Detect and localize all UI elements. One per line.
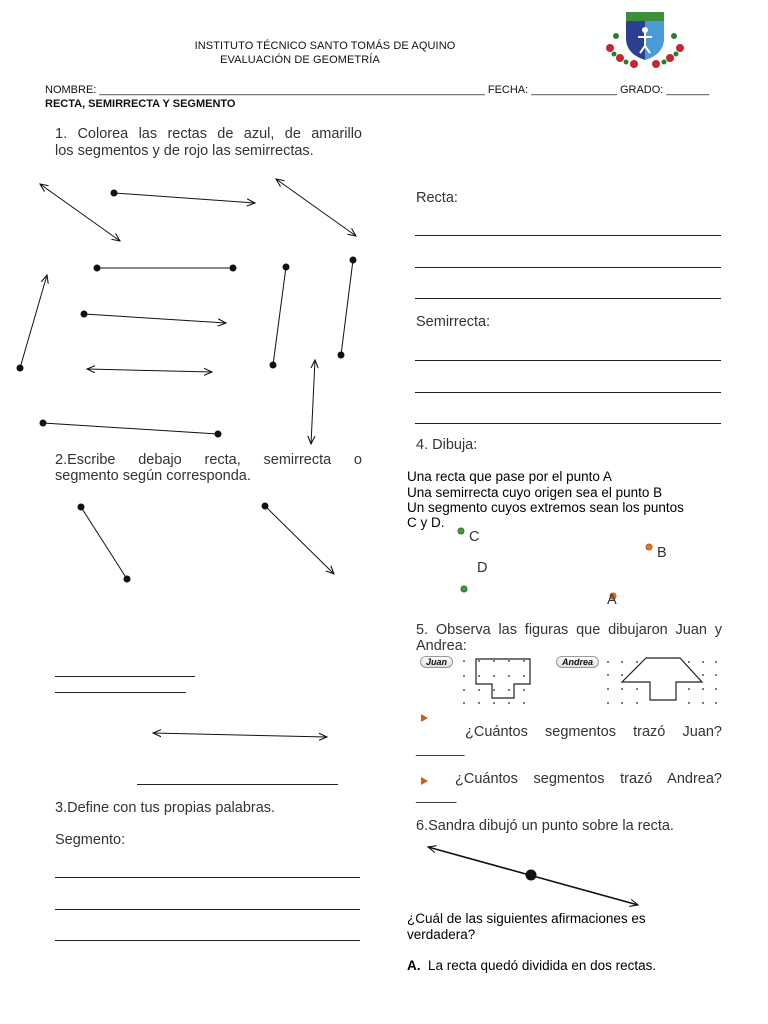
segment-2 bbox=[270, 264, 289, 368]
q1-line2: los segmentos y de rojo las semirrectas. bbox=[55, 143, 314, 159]
q4-instruction-1: Una recta que pase por el punto A bbox=[407, 469, 612, 484]
answer-line[interactable] bbox=[415, 267, 721, 268]
recta-label: Recta: bbox=[416, 190, 458, 206]
juan-grid-figure bbox=[463, 659, 530, 704]
segment-1 bbox=[94, 265, 236, 271]
line-1 bbox=[40, 184, 120, 241]
q2-line2: segmento según corresponda. bbox=[55, 468, 251, 484]
andrea-grid-figure bbox=[607, 658, 717, 704]
q4-instruction-2: Una semirrecta cuyo origen sea el punto B bbox=[407, 485, 663, 500]
q2-line bbox=[153, 733, 327, 737]
option-a[interactable] bbox=[407, 958, 656, 974]
q4-instruction-3: Un segmento cuyos extremos sean los puntos bbox=[407, 500, 684, 515]
q6-question-line1: ¿Cuál de las siguientes afirmaciones es bbox=[407, 911, 646, 926]
q2-ray bbox=[262, 503, 334, 574]
ray-3 bbox=[81, 311, 226, 323]
q5-line1: 5. Observa las figuras que dibujaron Juan y bbox=[416, 622, 722, 638]
option-a-text: La recta quedó dividida en dos rectas. bbox=[428, 958, 657, 973]
q6-prompt: 6.Sandra dibujó un punto sobre la recta. bbox=[416, 818, 674, 834]
q2-segment bbox=[78, 504, 130, 582]
segment-4 bbox=[40, 420, 221, 437]
bullet-arrow-icon bbox=[421, 714, 428, 722]
point-d-dot bbox=[461, 586, 467, 592]
q5-line2: Andrea: bbox=[416, 638, 467, 654]
segmento-label: Segmento: bbox=[55, 832, 126, 848]
ray-2 bbox=[17, 275, 47, 371]
student-info-line: NOMBRE: _______________________________________________________________ FECHA: ______________ GRADO: _______ bbox=[45, 84, 710, 96]
answer-line[interactable] bbox=[415, 392, 721, 393]
q4-instruction-4: C y D. bbox=[407, 515, 445, 530]
q3-prompt: 3.Define con tus propias palabras. bbox=[55, 800, 276, 816]
q6-point bbox=[526, 870, 536, 880]
q4-prompt: 4. Dibuja: bbox=[416, 437, 478, 453]
point-a-label: A bbox=[607, 592, 617, 608]
q5-blank-juan[interactable]: ______ bbox=[416, 741, 465, 757]
ray-1 bbox=[111, 190, 255, 203]
answer-line[interactable] bbox=[137, 784, 338, 785]
topic-title: RECTA, SEMIRRECTA Y SEGMENTO bbox=[45, 98, 236, 110]
q5-question-andrea: ¿Cuántos segmentos trazó Andrea? bbox=[455, 771, 722, 787]
q5-blank-andrea[interactable]: _____ bbox=[416, 788, 457, 804]
point-d-label: D bbox=[477, 560, 488, 576]
andrea-tag: Andrea bbox=[556, 656, 599, 668]
semirrecta-label: Semirrecta: bbox=[416, 314, 491, 330]
answer-line[interactable] bbox=[415, 423, 721, 424]
exam-title: EVALUACIÓN DE GEOMETRÍA bbox=[220, 54, 380, 66]
answer-line[interactable] bbox=[415, 360, 721, 361]
q2-line1: 2.Escribe debajo recta, semirrecta o bbox=[55, 452, 362, 468]
answer-line[interactable] bbox=[55, 692, 186, 693]
segment-3 bbox=[338, 257, 356, 358]
line-2 bbox=[276, 179, 356, 236]
bullet-arrow-icon bbox=[421, 777, 428, 785]
answer-line[interactable] bbox=[55, 877, 360, 878]
q5-question-juan: ¿Cuántos segmentos trazó Juan? bbox=[465, 724, 722, 740]
point-c-label: C bbox=[469, 529, 480, 545]
answer-line[interactable] bbox=[415, 298, 721, 299]
point-b-dot bbox=[646, 544, 652, 550]
q1-line1: 1. Colorea las rectas de azul, de amarillo bbox=[55, 126, 362, 142]
answer-line[interactable] bbox=[415, 235, 721, 236]
point-c-dot bbox=[458, 528, 464, 534]
answer-line[interactable] bbox=[55, 676, 195, 677]
line-3 bbox=[87, 369, 212, 372]
option-a-letter: A. bbox=[407, 958, 421, 973]
school-name: INSTITUTO TÉCNICO SANTO TOMÁS DE AQUINO bbox=[194, 40, 456, 52]
q6-question-line2: verdadera? bbox=[407, 927, 476, 942]
juan-tag: Juan bbox=[420, 656, 453, 668]
line-4 bbox=[311, 360, 315, 444]
answer-line[interactable] bbox=[55, 940, 360, 941]
point-b-label: B bbox=[657, 545, 667, 561]
answer-line[interactable] bbox=[55, 909, 360, 910]
